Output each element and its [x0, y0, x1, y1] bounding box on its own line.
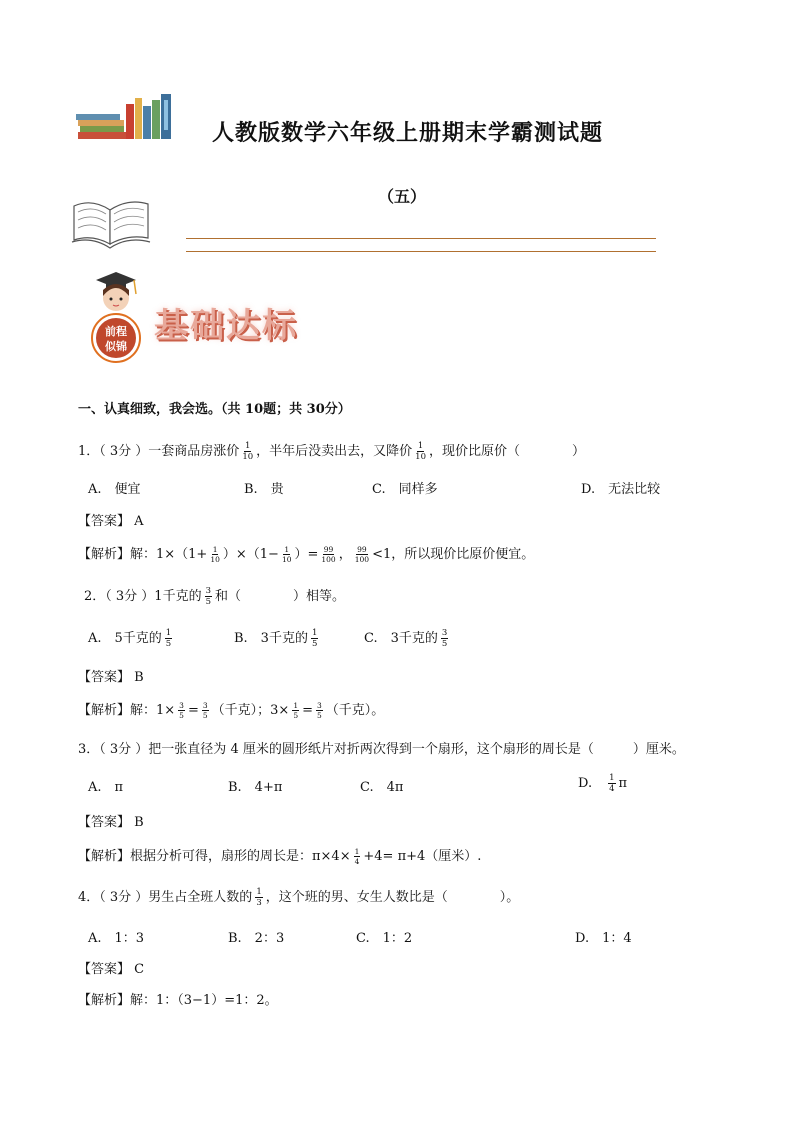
- question-3: 3．（ 3分 ）把一张直径为 4 厘米的圆形纸片对折两次得到一个扇形，这个扇形的周长是（ ）厘米。: [78, 742, 685, 757]
- q3-option-c[interactable]: C. 4π: [360, 780, 404, 795]
- q2-explanation: 【解析】解：1× $\frac{3}{5}$ = $\frac{3}{5}$ （千克）；3× $\frac{1}{5}$ = $\frac{3}{5}$ （千克）。: [78, 700, 385, 720]
- books-icon: [76, 94, 176, 142]
- q3-explanation: 【解析】根据分析可得，扇形的周长是：π×4× $\frac{1}{4}$ +4= π+4（厘米）.: [78, 846, 482, 866]
- q4-option-d[interactable]: D. 1：4: [575, 931, 632, 946]
- q1-option-b[interactable]: B. 贵: [244, 482, 284, 497]
- badge-bottom-text: 似锦: [105, 340, 127, 353]
- q4-option-c[interactable]: C. 1：2: [356, 931, 413, 946]
- q1-option-d[interactable]: D. 无法比较: [581, 482, 661, 497]
- question-1: 1．（ 3分 ）一套商品房涨价 $\frac{1}{10}$ ，半年后没卖出去，又降价 $\frac{1}{10}$ ，现价比原价（ ）: [78, 440, 585, 462]
- divider-line: [186, 238, 656, 239]
- q3-option-a[interactable]: A. π: [88, 780, 124, 795]
- open-book-icon: [70, 192, 152, 252]
- badge-top-text: 前程: [105, 325, 127, 338]
- q2-option-c[interactable]: C. 3千克的 $\frac{3}{5}$: [364, 627, 448, 649]
- q1-option-a[interactable]: A. 便宜: [88, 482, 141, 497]
- section-banner: 基础达标: [154, 306, 298, 346]
- question-4: 4．（ 3分 ）男生占全班人数的 $\frac{1}{3}$ ，这个班的男、女生人数比是（ ）。: [78, 886, 520, 908]
- q1-answer: 【答案】 A: [78, 514, 144, 529]
- document-title: 人教版数学六年级上册期末学霸测试题: [212, 120, 604, 146]
- q4-option-a[interactable]: A. 1：3: [88, 931, 145, 946]
- document-subtitle: （五）: [378, 187, 427, 206]
- q2-option-b[interactable]: B. 3千克的 $\frac{1}{5}$: [234, 627, 318, 649]
- fraction: $\frac{1}{10}$: [415, 440, 426, 462]
- q2-option-a[interactable]: A. 5千克的 $\frac{1}{5}$: [88, 627, 172, 649]
- question-2: 2．（ 3分 ）1千克的 $\frac{3}{5}$ 和（ ）相等。: [84, 585, 346, 607]
- section-heading: 一、认真细致，我会选。（共 10题；共 30分）: [78, 402, 351, 417]
- q3-answer: 【答案】 B: [78, 815, 144, 830]
- q4-answer: 【答案】 C: [78, 962, 145, 977]
- q4-explanation: 【解析】解：1：（3−1）=1：2。: [78, 993, 278, 1008]
- q4-option-b[interactable]: B. 2：3: [228, 931, 285, 946]
- q3-option-b[interactable]: B. 4+π: [228, 780, 283, 795]
- fraction: $\frac{1}{10}$: [242, 440, 254, 462]
- q1-explanation: 【解析】解：1×（1+ $\frac{1}{10}$ ）×（1− $\frac{1}{10}$ ）= $\frac{99}{100}$ ， $\frac{99}{100}$ <1，所以现价比原价便宜。: [78, 544, 535, 564]
- q3-option-d[interactable]: D. $\frac{1}{4}$ π: [578, 772, 628, 794]
- graduate-mascot-icon: [76, 268, 156, 364]
- divider-line: [186, 251, 656, 252]
- q2-answer: 【答案】 B: [78, 670, 144, 685]
- q1-option-c[interactable]: C. 同样多: [372, 482, 438, 497]
